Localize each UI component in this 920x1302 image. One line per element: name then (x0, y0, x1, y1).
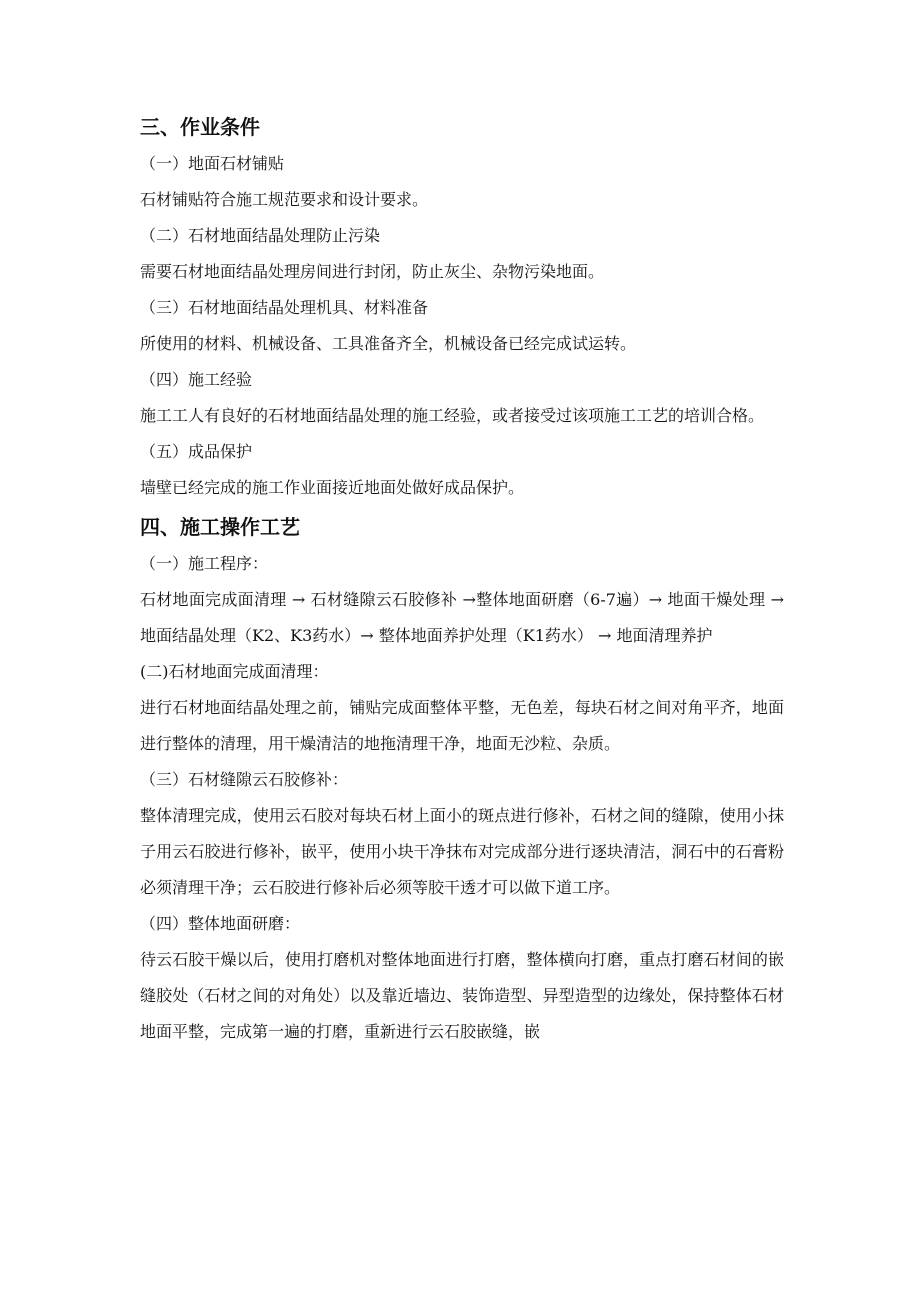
subheading: （三）石材地面结晶处理机具、材料准备 (140, 298, 429, 317)
subheading: （三）石材缝隙云石胶修补： (140, 770, 349, 789)
subheading: (二)石材地面完成面清理： (140, 662, 329, 681)
subheading: （一）施工程序： (140, 554, 269, 573)
section-heading: 四、施工操作工艺 (140, 515, 300, 539)
subheading: （二）石材地面结晶处理防止污染 (140, 226, 381, 245)
paragraph: 需要石材地面结晶处理房间进行封闭，防止灰尘、杂物污染地面。 (140, 262, 605, 281)
section-work-conditions (140, 108, 784, 506)
paragraph: 施工工人有良好的石材地面结晶处理的施工经验，或者接受过该项施工工艺的培训合格。 (140, 406, 765, 425)
subheading: （四）施工经验 (140, 370, 253, 389)
paragraph: 整体清理完成，使用云石胶对每块石材上面小的斑点进行修补，石材之间的缝隙，使用小抹子用云石胶进行修补，嵌平，使用小块干净抹布对完成部分进行逐块清洁，洞石中的石膏粉必须清理干净；云石胶进行修补后必须等胶干透才可以做下道工序。 (140, 806, 784, 897)
paragraph: 进行石材地面结晶处理之前，铺贴完成面整体平整，无色差，每块石材之间对角平齐，地面进行整体的清理，用干燥清洁的地拖清理干净，地面无沙粒、杂质。 (140, 698, 784, 753)
subheading: （四）整体地面研磨： (140, 914, 301, 933)
subheading: （一）地面石材铺贴 (140, 154, 285, 173)
paragraph: 石材地面完成面清理 → 石材缝隙云石胶修补 →整体地面研磨（6-7遍）→ 地面干燥处理 → 地面结晶处理（K2、K3药水）→ 整体地面养护处理（K1药水） → 地面清理养护 (140, 590, 784, 645)
paragraph: 待云石胶干燥以后，使用打磨机对整体地面进行打磨，整体横向打磨，重点打磨石材间的嵌缝胶处（石材之间的对角处）以及靠近墙边、装饰造型、异型造型的边缘处，保持整体石材地面平整，完成第一遍的打磨，重新进行云石胶嵌缝，嵌 (140, 950, 784, 1041)
paragraph: 所使用的材料、机械设备、工具准备齐全，机械设备已经完成试运转。 (140, 334, 637, 353)
subheading: （五）成品保护 (140, 442, 253, 461)
paragraph: 墙壁已经完成的施工作业面接近地面处做好成品保护。 (140, 478, 525, 497)
document-page (140, 108, 784, 1050)
paragraph: 石材铺贴符合施工规范要求和设计要求。 (140, 190, 429, 209)
section-heading: 三、作业条件 (140, 115, 260, 139)
section-construction-process (140, 508, 784, 1050)
